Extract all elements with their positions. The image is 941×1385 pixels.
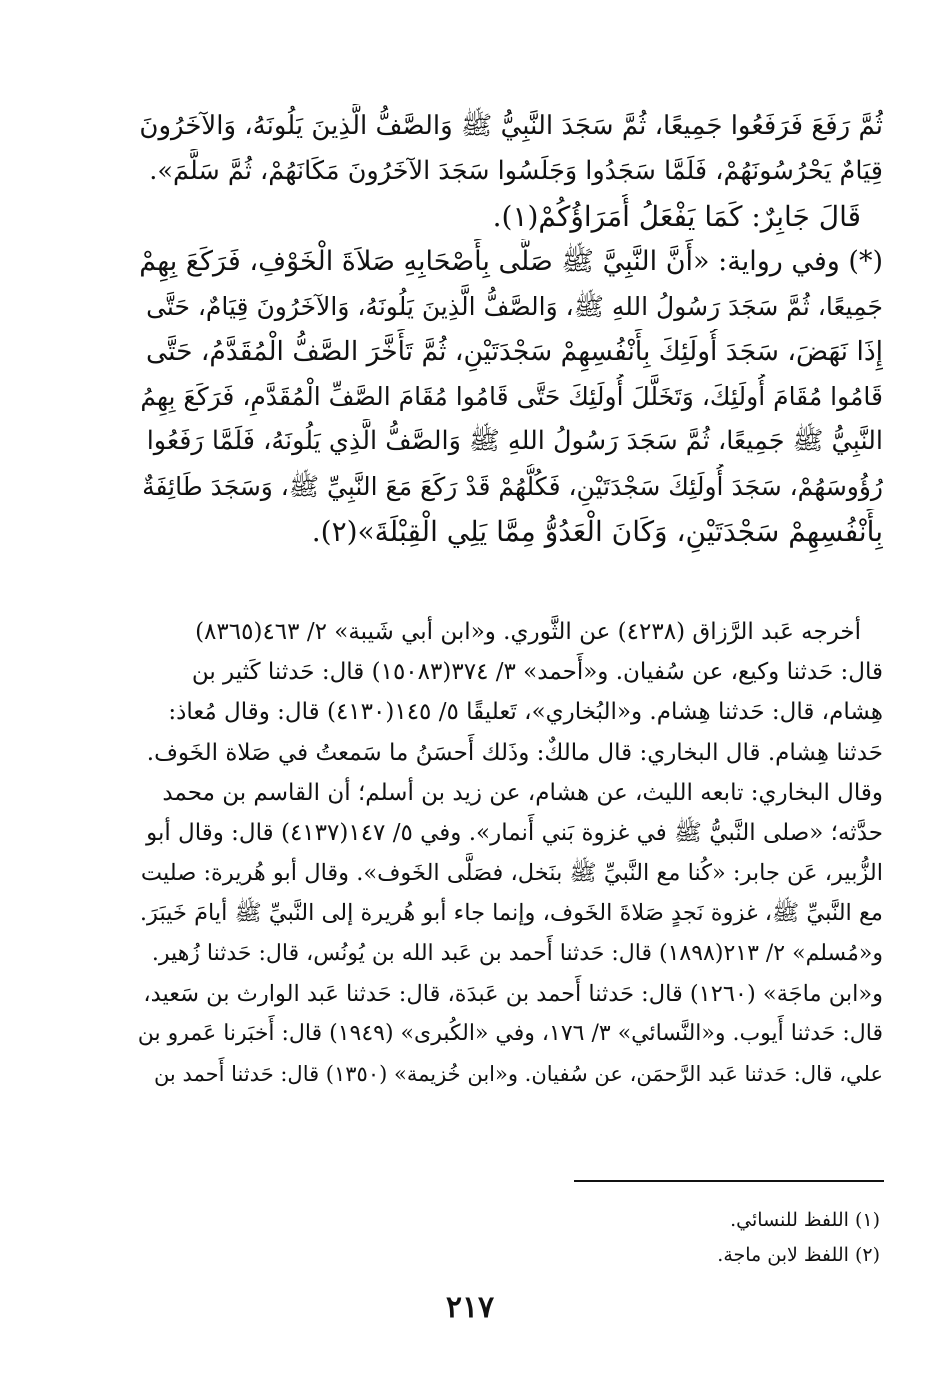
hadith-line: بِأَنْفُسِهِمْ سَجْدَتَيْنِ، وَكَانَ الْعَدُوُّ مِمَّا يَلِي الْقِبْلَةَ»(٢). bbox=[311, 515, 883, 548]
hadith-line: قِيَامٌ يَحْرُسُونَهُمْ، فَلَمَّا سَجَدُوا وَجَلَسُوا سَجَدَ الآخَرُونَ مَكَانَهُمْ، ثُمَّ سَلَّمَ». bbox=[149, 156, 883, 186]
hadith-line: النَّبِيُّ ﷺ جَمِيعًا، ثُمَّ سَجَدَ رَسُولُ اللهِ ﷺ وَالصَّفُّ الَّذِي يَلُونَهُ، فَلَمَّا رَفَعُوا bbox=[146, 426, 883, 456]
takhrij-line: علي، قال: حَدثنا عَبد الرَّحمَن، عن سُفيان. و«ابن خُزيمة» (١٣٥٠) قال: حَدثنا أَحمد بن bbox=[153, 1062, 883, 1087]
hadith-line: إِذَا نَهَضَ، سَجَدَ أُولَئِكَ بِأَنْفُسِهِمْ سَجْدَتَيْنِ، ثُمَّ تَأَخَّرَ الصَّفُّ الْمُقَدَّمُ، حَتَّى bbox=[145, 336, 883, 367]
hadith-line: ثُمَّ رَفَعَ فَرَفَعُوا جَمِيعًا، ثُمَّ سَجَدَ النَّبِيُّ ﷺ وَالصَّفُّ الَّذِينَ يَلُونَهُ، وَالآخَرُونَ bbox=[139, 111, 883, 141]
hadith-line: جَمِيعًا، ثُمَّ سَجَدَ رَسُولُ اللهِ ﷺ، وَالصَّفُّ الَّذِينَ يَلُونَهُ، وَالآخَرُونَ قِيَامٌ، حَتَّى bbox=[146, 292, 883, 321]
takhrij-line: هِشام، قال: حَدثنا هِشام. و«البُخاري»، تَعليقًا ٥/ ١٤٥(٤١٣٠) قال: وقال مُعاذ: bbox=[168, 699, 883, 726]
footnote-2: (٢) اللفظ لابن ماجة. bbox=[717, 1244, 880, 1266]
takhrij-line: و«ابن ماجَة» (١٢٦٠) قال: حَدثنا أَحمد بن عَبدَة، قال: حَدثنا عَبد الوارث بن سَعيد، bbox=[143, 980, 883, 1007]
takhrij-line: أخرجه عَبد الرَّزاق (٤٢٣٨) عن الثَّوري. و«ابن أبي شَيبة» ٢/ ٤٦٣(٨٣٦٥) bbox=[195, 619, 861, 645]
hadith-text bbox=[138, 104, 883, 554]
footnote-1: (١) اللفظ للنسائي. bbox=[730, 1209, 880, 1231]
takhrij-line: الزُّبير، عَن جابر: «كُنا مع النَّبيِّ ﷺ بنَخل، فصَلَّى الخَوف». وقال أبو هُريرة: صليت bbox=[140, 860, 883, 887]
takhrij-text bbox=[138, 612, 883, 1094]
takhrij-line: قال: حَدثنا وكيع، عن سُفيان. و«أَحمد» ٣/ ٣٧٤(١٥٠٨٣) قال: حَدثنا كَثير بن bbox=[191, 659, 883, 686]
footnotes bbox=[500, 1203, 880, 1273]
takhrij-line: حَدثنا هِشام. قال البخاري: قال مالكٌ: وذَلك أَحسَنُ ما سَمعتُ في صَلاة الخَوف. bbox=[146, 739, 883, 766]
takhrij-line: قال: حَدثنا أَيوب. و«النَّسائي» ٣/ ١٧٦، وفي «الكُبرى» (١٩٤٩) قال: أَخبَرنا عَمرو بن bbox=[138, 1020, 883, 1046]
takhrij-line: وقال البخاري: تابعه الليث، عن هشام، عن زيد بن أسلم؛ أن القاسم بن محمد bbox=[162, 779, 883, 806]
takhrij-line: مع النَّبيِّ ﷺ، غزوة نَجدٍ صَلاةَ الخَوف، وإنما جاء أبو هُريرة إلى النَّبيِّ ﷺ أيامَ خَيبَرَ. bbox=[139, 900, 883, 927]
hadith-line: قَامُوا مُقَامَ أُولَئِكَ، وَتَخَلَّلَ أُولَئِكَ حَتَّى قَامُوا مُقَامَ الصَّفِّ الْمُقَدَّمِ، فَرَكَعَ بِهِمُ bbox=[140, 382, 883, 411]
page-number: ٢١٧ bbox=[445, 1290, 495, 1325]
footnote-divider bbox=[574, 1180, 884, 1182]
takhrij-line: حدَّثه؛ «صلى النَّبيُّ ﷺ في غزوة بَني أَنمار». وفي ٥/ ١٤٧(٤١٣٧) قال: وقال أبو bbox=[146, 819, 883, 846]
hadith-line: (*) وفي رواية: «أَنَّ النَّبِيَّ ﷺ صَلَّى بِأَصْحَابِهِ صَلاَةَ الْخَوْفِ، فَرَكَعَ بِهِمْ bbox=[139, 246, 883, 277]
hadith-line: رُؤُوسَهُمْ، سَجَدَ أُولَئِكَ سَجْدَتَيْنِ، فَكُلُّهُمْ قَدْ رَكَعَ مَعَ النَّبِيِّ ﷺ، وَسَجَدَ طَائِفَةٌ bbox=[142, 472, 883, 501]
takhrij-line: و«مُسلم» ٢/ ٢١٣(١٨٩٨) قال: حَدثنا أَحمد بن عَبد الله بن يُونُس، قال: حَدثنا زُهير. bbox=[151, 940, 883, 966]
hadith-line: قَالَ جَابِرٌ: كَمَا يَفْعَلُ أُمَرَاؤُكُمْ(١). bbox=[492, 200, 861, 233]
